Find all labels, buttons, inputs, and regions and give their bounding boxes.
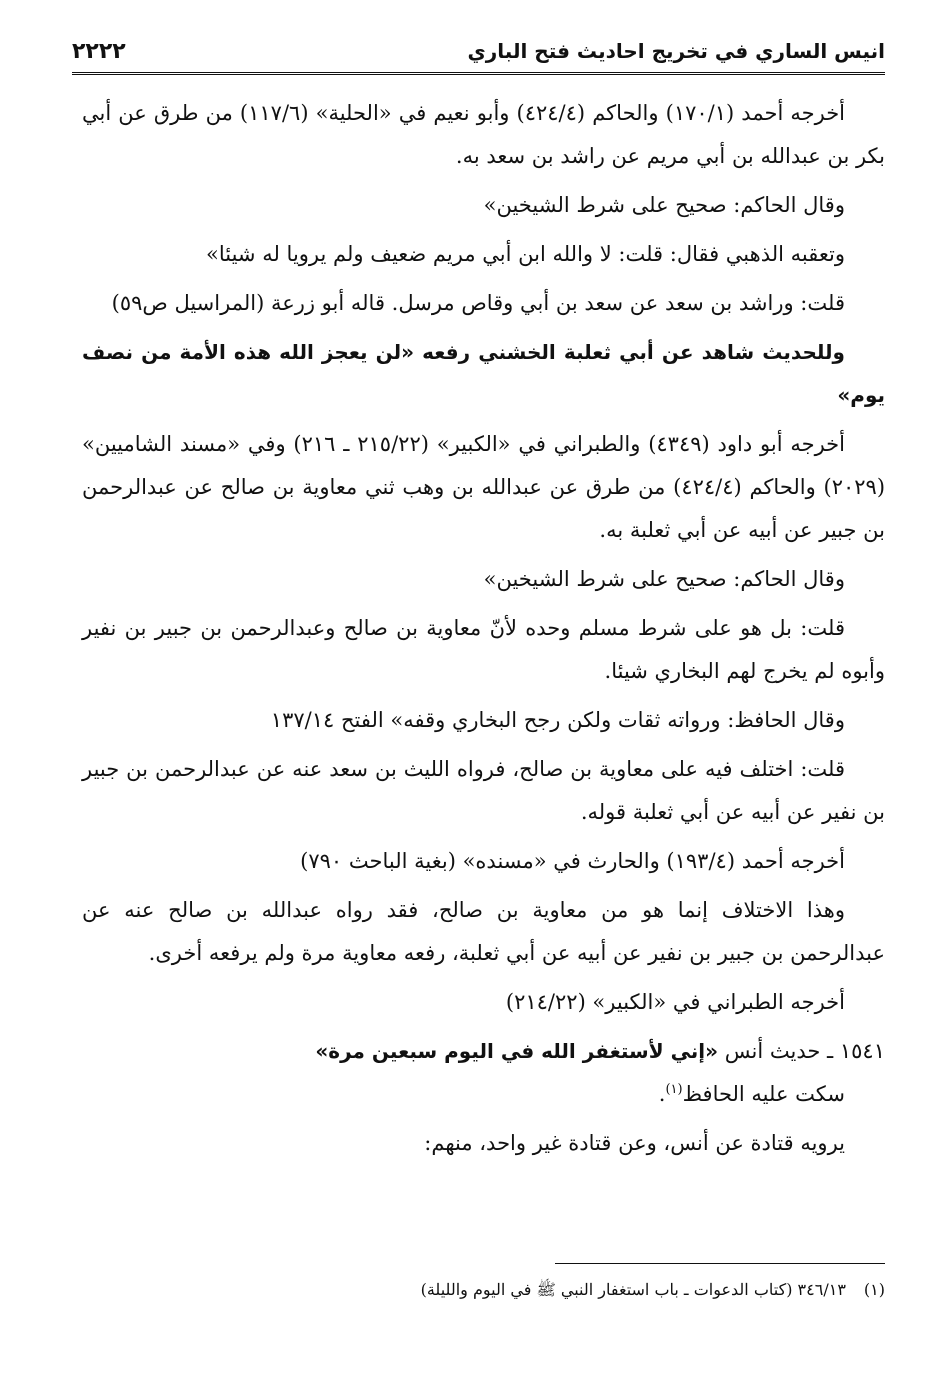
page-header <box>72 30 885 75</box>
paragraph: أخرجه أحمد (١٧٠/١) والحاكم (٤٢٤/٤) وأبو نعيم في «الحلية» (١١٧/٦) من طرق عن أبي بكر بن عبدالله بن أبي مريم عن راشد بن سعد به. <box>82 101 885 168</box>
paragraph-bold: وللحديث شاهد عن أبي ثعلبة الخشني رفعه «لن يعجز الله هذه الأمة من نصف يوم» <box>82 340 885 407</box>
hadith-text: «إني لأستغفر الله في اليوم سبعين مرة» <box>315 1039 719 1063</box>
narration-paragraph: يرويه قتادة عن أنس، وعن قتادة غير واحد، منهم: <box>424 1131 845 1155</box>
footnote-number: (١) <box>863 1280 885 1299</box>
footnote-marker[interactable]: (١) <box>665 1082 683 1097</box>
paragraph: قلت: اختلف فيه على معاوية بن صالح، فرواه الليث بن سعد عنه عن عبدالرحمن بن جبير بن نفير عن أبيه عن أبي ثعلبة قوله. <box>82 757 885 824</box>
paragraph: وتعقبه الذهبي فقال: قلت: لا والله ابن أبي مريم ضعيف ولم يرويا له شيئا» <box>206 242 845 266</box>
silence-note <box>82 1073 885 1116</box>
paragraph: قلت: وراشد بن سعد عن سعد بن أبي وقاص مرسل. قاله أبو زرعة (المراسيل ص٥٩) <box>111 291 845 315</box>
paragraph: قلت: بل هو على شرط مسلم وحده لأنّ معاوية بن صالح وعبدالرحمن بن جبير بن نفير وأبوه لم يخرج لهم البخاري شيئا. <box>82 616 885 683</box>
paragraph: وقال الحافظ: ورواته ثقات ولكن رجح البخاري وقفه» الفتح ١٣٧/١٤ <box>270 708 845 732</box>
paragraph: أخرجه أحمد (١٩٣/٤) والحارث في «مسنده» (بغية الباحث ٧٩٠) <box>300 849 845 873</box>
hadith-number: ١٥٤١ ـ حديث أنس <box>718 1039 885 1063</box>
paragraph: وقال الحاكم: صحيح على شرط الشيخين» <box>483 567 845 591</box>
footnote <box>82 1276 885 1304</box>
silence-text: سكت عليه الحافظ <box>682 1082 845 1106</box>
silence-end: . <box>658 1082 666 1106</box>
paragraph: أخرجه الطبراني في «الكبير» (٢١٤/٢٢) <box>505 990 845 1014</box>
paragraph: وهذا الاختلاف إنما هو من معاوية بن صالح، فقد رواه عبدالله بن صالح عنه عن عبدالرحمن بن جبير بن نفير عن أبيه عن أبي ثعلبة، رفعه معاوية مرة ولم يرفعه أخرى. <box>82 898 885 965</box>
page-number: ٢٢٢٢ <box>72 38 126 64</box>
paragraph: أخرجه أبو داود (٤٣٤٩) والطبراني في «الكبير» (٢١٥/٢٢ ـ ٢١٦) وفي «مسند الشاميين» (٢٠٢٩) والحاكم (٤٢٤/٤) من طرق عن عبدالله بن وهب ثني معاوية بن صالح عن عبدالرحمن بن جبير عن أبيه عن أبي ثعلبة به. <box>82 432 886 542</box>
footnote-text: ٣٤٦/١٣ (كتاب الدعوات ـ باب استغفار النبي ﷺ في اليوم والليلة) <box>420 1280 846 1299</box>
paragraph: وقال الحاكم: صحيح على شرط الشيخين» <box>483 193 845 217</box>
hadith-heading <box>82 1030 885 1073</box>
main-text <box>82 92 885 1171</box>
running-title: انيس الساري في تخريج احاديث فتح الباري <box>467 39 885 63</box>
footnote-divider <box>555 1263 885 1264</box>
